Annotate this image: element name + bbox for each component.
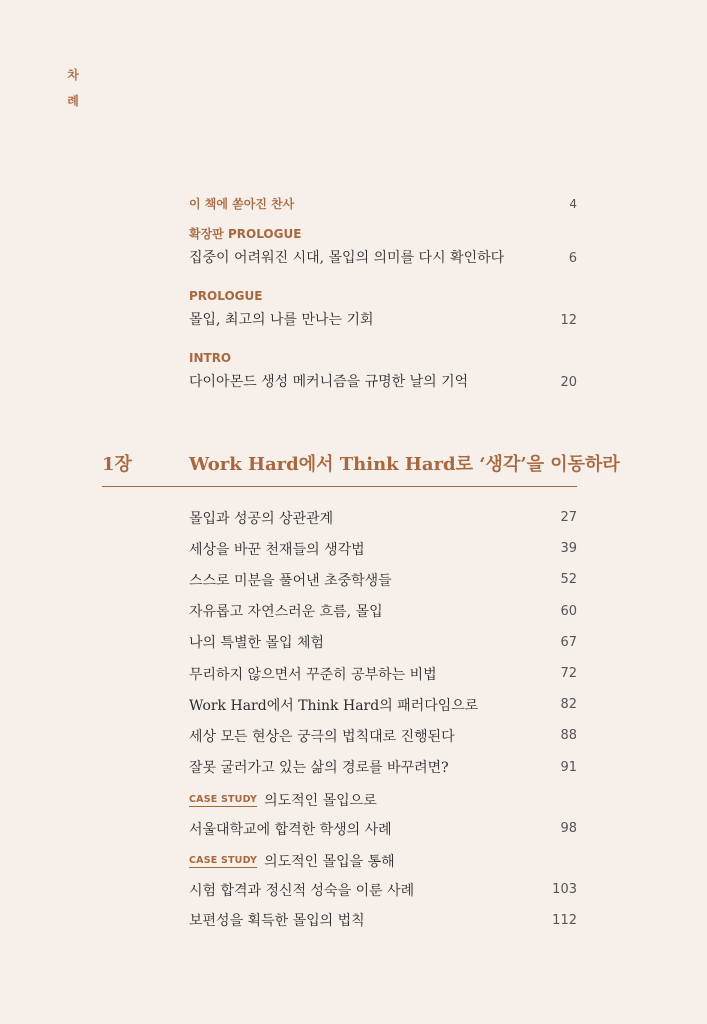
toc-entry-page: 12 [560,313,577,328]
toc-entry-praise[interactable] [189,193,577,215]
toc-entry-page: 67 [560,634,577,650]
toc-entry[interactable] [189,244,577,272]
toc-entry-page: 72 [560,666,577,682]
toc-entry-title: 자유롭고 자연스러운 흐름, 몰입 [189,604,383,621]
toc-block-extended-prologue [189,224,577,272]
toc-entry-title: 세상 모든 현상은 궁극의 법칙대로 진행된다 [189,728,455,745]
toc-entry-page: 88 [560,728,577,744]
toc-entry[interactable] [189,368,577,396]
case-study-header [189,848,577,875]
toc-heading [66,62,80,114]
chapter-entries [189,502,577,936]
toc-entry-page: 112 [552,912,577,928]
toc-entry-title: 스스로 미분을 풀어낸 초중학생들 [189,572,392,589]
toc-entry-page: 6 [568,251,577,266]
toc-entry-title: 집중이 어려워진 시대, 몰입의 의미를 다시 확인하다 [189,250,505,266]
toc-entry-title: 세상을 바꾼 천재들의 생각법 [189,541,365,558]
case-study-badge: CASE STUDY [189,854,258,866]
toc-entry-page: 39 [560,541,577,557]
case-study-subtitle: 의도적인 몰입으로 [264,793,377,810]
toc-entry-title: Work Hard에서 Think Hard의 패러다임으로 [189,697,479,714]
toc-entry[interactable] [189,905,577,936]
section-label: 확장판 PROLOGUE [189,227,302,241]
toc-entry-page: 20 [560,375,577,390]
section-label: PROLOGUE [189,289,263,303]
toc-entry[interactable] [189,689,577,720]
case-study-header [189,787,577,814]
toc-entry-page: 91 [560,759,577,775]
toc-entry-page: 98 [560,821,577,837]
toc-entry-case-study[interactable] [189,814,577,844]
chapter-number: 1장 [102,454,132,475]
toc-entry[interactable] [189,627,577,658]
toc-entry[interactable] [189,596,577,627]
toc-entry-title: 다이아몬드 생성 메커니즘을 규명한 날의 기억 [189,374,469,390]
toc-entry-page: 60 [560,603,577,619]
front-matter-list [189,193,577,396]
toc-entry[interactable] [189,658,577,689]
toc-entry-page: 4 [569,197,577,211]
toc-entry-title: 몰입과 성공의 상관관계 [189,510,334,527]
toc-entry-title: 잘못 굴러가고 있는 삶의 경로를 바꾸려면? [189,760,449,777]
toc-entry[interactable] [189,720,577,751]
chapter-title[interactable]: Work Hard에서 Think Hard로 ‘생각’을 이동하라 [189,454,620,475]
toc-heading-char-1: 차 [67,68,79,82]
toc-entry-title: 시험 합격과 정신적 성숙을 이룬 사례 [189,882,415,899]
toc-entry-title: 몰입, 최고의 나를 만나는 기회 [189,312,374,328]
chapter-divider [102,486,577,487]
toc-entry-page: 82 [560,697,577,713]
toc-entry-title: 보편성을 획득한 몰입의 법칙 [189,913,365,930]
toc-entry-title: 무리하지 않으면서 꾸준히 공부하는 비법 [189,666,437,683]
toc-entry-case-study[interactable] [189,875,577,905]
toc-entry[interactable] [189,752,577,783]
toc-entry-title: 이 책에 쏟아진 찬사 [189,197,295,211]
toc-entry[interactable] [189,306,577,334]
chapter-heading [102,446,620,486]
toc-entry-title: 나의 특별한 몰입 체험 [189,635,325,652]
toc-block-prologue [189,286,577,334]
case-study-badge: CASE STUDY [189,793,258,805]
case-study-subtitle: 의도적인 몰입을 통해 [264,854,395,871]
toc-heading-char-2: 례 [67,94,79,108]
toc-entry-title: 서울대학교에 합격한 학생의 사례 [189,821,392,838]
toc-entry-page: 52 [560,572,577,588]
toc-entry[interactable] [189,533,577,564]
toc-entry[interactable] [189,564,577,595]
toc-entry[interactable] [189,502,577,533]
toc-entry-page: 27 [560,510,577,526]
toc-entry-page: 103 [552,882,577,898]
toc-block-intro [189,348,577,396]
section-label: INTRO [189,351,232,365]
